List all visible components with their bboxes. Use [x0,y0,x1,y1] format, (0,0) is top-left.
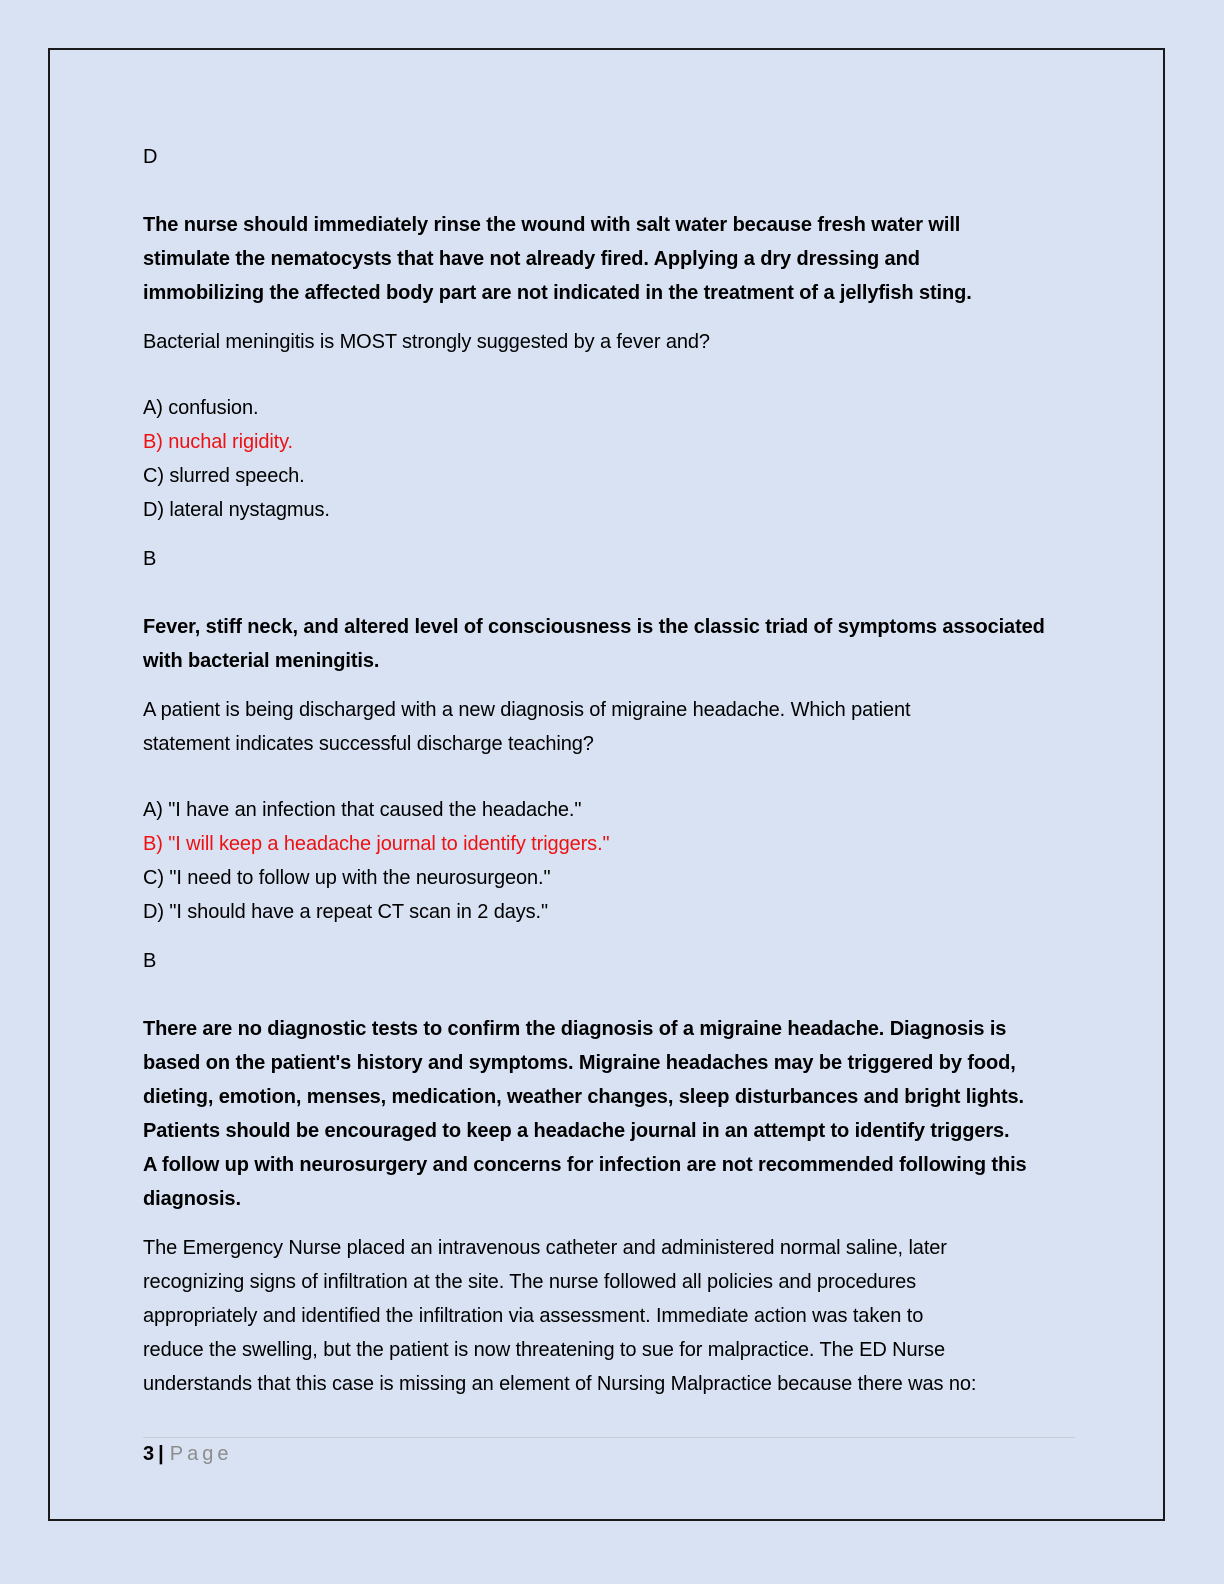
text-line: reduce the swelling, but the patient is now threatening to sue for malpractice. The ED Nurse [143,1339,945,1361]
text-line: recognizing signs of infiltration at the site. The nurse followed all policies and procedures [143,1271,916,1293]
footer-divider [143,1437,1075,1438]
question-paragraph [143,325,1083,359]
text-line: appropriately and identified the infiltration via assessment. Immediate action was taken to [143,1305,924,1327]
answer-letter [143,944,1083,978]
document-body [143,140,1083,1401]
page-number: 3 [143,1443,155,1465]
text-line: Patients should be encouraged to keep a headache journal in an attempt to identify triggers. [143,1120,1010,1142]
page-footer [143,1440,232,1468]
option-a: A) "I have an infection that caused the headache." [143,799,582,821]
page-label: Page [169,1443,233,1465]
text-line: B [143,548,157,570]
text-line: There are no diagnostic tests to confirm the diagnosis of a migraine headache. Diagnosis is [143,1018,1007,1040]
option-d: D) "I should have a repeat CT scan in 2 days." [143,901,549,923]
option-b-correct: B) "I will keep a headache journal to identify triggers." [143,833,610,855]
answer-options [143,793,1083,929]
answer-letter [143,542,1083,576]
text-line: immobilizing the affected body part are not indicated in the treatment of a jellyfish sting. [143,282,972,304]
option-a: A) confusion. [143,397,259,419]
question-paragraph [143,1231,1083,1401]
text-line: A patient is being discharged with a new diagnosis of migraine headache. Which patient [143,699,911,721]
text-line: diagnosis. [143,1188,241,1210]
text-line: dieting, emotion, menses, medication, weather changes, sleep disturbances and bright lights. [143,1086,1024,1108]
text-line: based on the patient's history and symptoms. Migraine headaches may be triggered by food, [143,1052,1016,1074]
text-line: statement indicates successful discharge teaching? [143,733,594,755]
option-b-correct: B) nuchal rigidity. [143,431,294,453]
text-line: stimulate the nematocysts that have not already fired. Applying a dry dressing and [143,248,920,270]
text-line: A follow up with neurosurgery and concerns for infection are not recommended following this [143,1154,1027,1176]
rationale-paragraph [143,610,1083,678]
option-c: C) slurred speech. [143,465,305,487]
footer-separator: | [158,1443,164,1465]
text-line: D [143,146,158,168]
option-d: D) lateral nystagmus. [143,499,330,521]
answer-options [143,391,1083,527]
answer-letter [143,140,1083,174]
rationale-paragraph [143,208,1083,310]
text-line: The Emergency Nurse placed an intravenous catheter and administered normal saline, later [143,1237,947,1259]
text-line: The nurse should immediately rinse the wound with salt water because fresh water will [143,214,961,236]
option-c: C) "I need to follow up with the neurosurgeon." [143,867,551,889]
text-line: with bacterial meningitis. [143,650,380,672]
rationale-paragraph [143,1012,1083,1216]
question-paragraph [143,693,1083,761]
text-line: Fever, stiff neck, and altered level of consciousness is the classic triad of symptoms associated [143,616,1045,638]
text-line: Bacterial meningitis is MOST strongly suggested by a fever and? [143,331,710,353]
text-line: B [143,950,157,972]
text-line: understands that this case is missing an element of Nursing Malpractice because there was no: [143,1373,977,1395]
